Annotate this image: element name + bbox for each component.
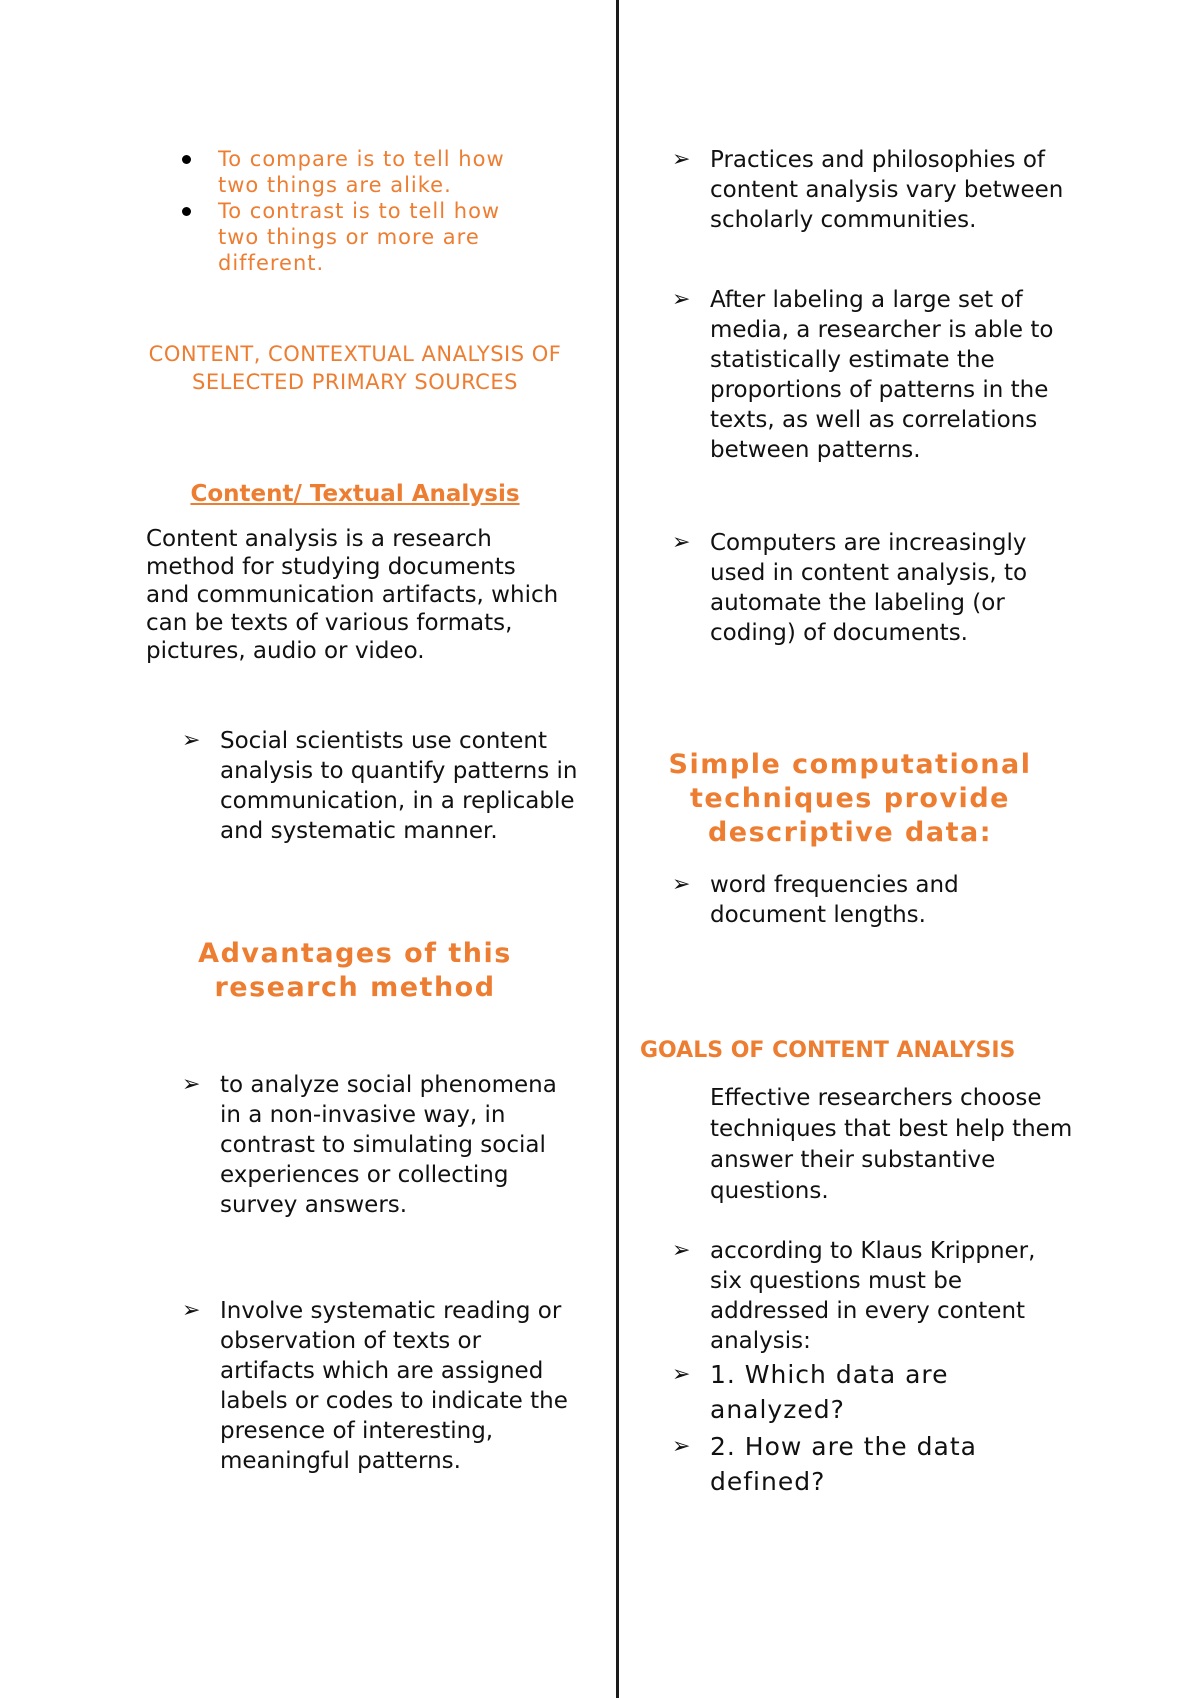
list-item: ➢ 2. How are the data defined? [672, 1429, 1072, 1499]
arrowhead-icon: ➢ [182, 1072, 201, 1097]
computers-list [672, 528, 1072, 648]
advantages-list-2 [182, 1296, 582, 1476]
goals-heading: GOALS OF CONTENT ANALYSIS [640, 1038, 1016, 1063]
arrowhead-icon: ➢ [182, 728, 201, 753]
social-scientists-list [182, 726, 582, 846]
list-item: ➢ according to Klaus Krippner, six questions must be addressed in every content analysis: [672, 1238, 1036, 1354]
list-item: ➢ to analyze social phenomena in a non-invasive way, in contrast to simulating social experiences or collecting survey answers. [182, 1072, 557, 1218]
computational-list [672, 870, 1072, 930]
list-item: ➢ Social scientists use content analysis to quantify patterns in communication, in a replicable and systematic manner. [182, 728, 578, 844]
list-item: To compare is to tell how two things are alike. [180, 146, 540, 198]
list-item: ➢ Involve systematic reading or observation of texts or artifacts which are assigned labels or codes to indicate the presence of interesting, meaningful patterns. [182, 1298, 568, 1474]
practices-list [672, 145, 1072, 235]
column-divider [616, 0, 619, 1698]
krippner-list [672, 1236, 1072, 1356]
arrowhead-icon: ➢ [672, 1238, 691, 1263]
advantages-heading: Advantages of this research method [198, 938, 512, 1003]
definition-paragraph: Content analysis is a research method for studying documents and communication artifacts, which can be texts of various formats, pictures, audio or video. [146, 526, 559, 664]
goals-paragraph: Effective researchers choose techniques that best help them answer their substantive questions. [710, 1085, 1073, 1204]
arrowhead-icon: ➢ [182, 1298, 201, 1323]
arrowhead-icon: ➢ [672, 872, 691, 897]
list-item: ➢ word frequencies and document lengths. [672, 872, 959, 928]
advantages-list [182, 1070, 582, 1220]
arrowhead-icon: ➢ [672, 287, 691, 312]
list-item: ➢ Computers are increasingly used in content analysis, to automate the labeling (or coding) of documents. [672, 530, 1028, 646]
questions-list [672, 1357, 1072, 1499]
arrowhead-icon: ➢ [672, 1434, 692, 1459]
labeling-list [672, 285, 1072, 465]
computational-heading: Simple computational techniques provide descriptive data: [668, 749, 1032, 848]
list-item: To contrast is to tell how two things or more are different. [180, 198, 540, 276]
subheading-content-textual-analysis: Content/ Textual Analysis [190, 481, 520, 507]
list-item: ➢ 1. Which data are analyzed? [672, 1357, 1072, 1427]
list-item: ➢ After labeling a large set of media, a researcher is able to statistically estimate the proportions of patterns in the texts, as well as correlations between patterns. [672, 287, 1054, 463]
arrowhead-icon: ➢ [672, 147, 691, 172]
compare-contrast-list [180, 146, 540, 276]
arrowhead-icon: ➢ [672, 530, 691, 555]
arrowhead-icon: ➢ [672, 1362, 692, 1387]
section-title: CONTENT, CONTEXTUAL ANALYSIS OF SELECTED PRIMARY SOURCES [148, 342, 562, 394]
list-item: ➢ Practices and philosophies of content analysis vary between scholarly communities. [672, 147, 1064, 233]
